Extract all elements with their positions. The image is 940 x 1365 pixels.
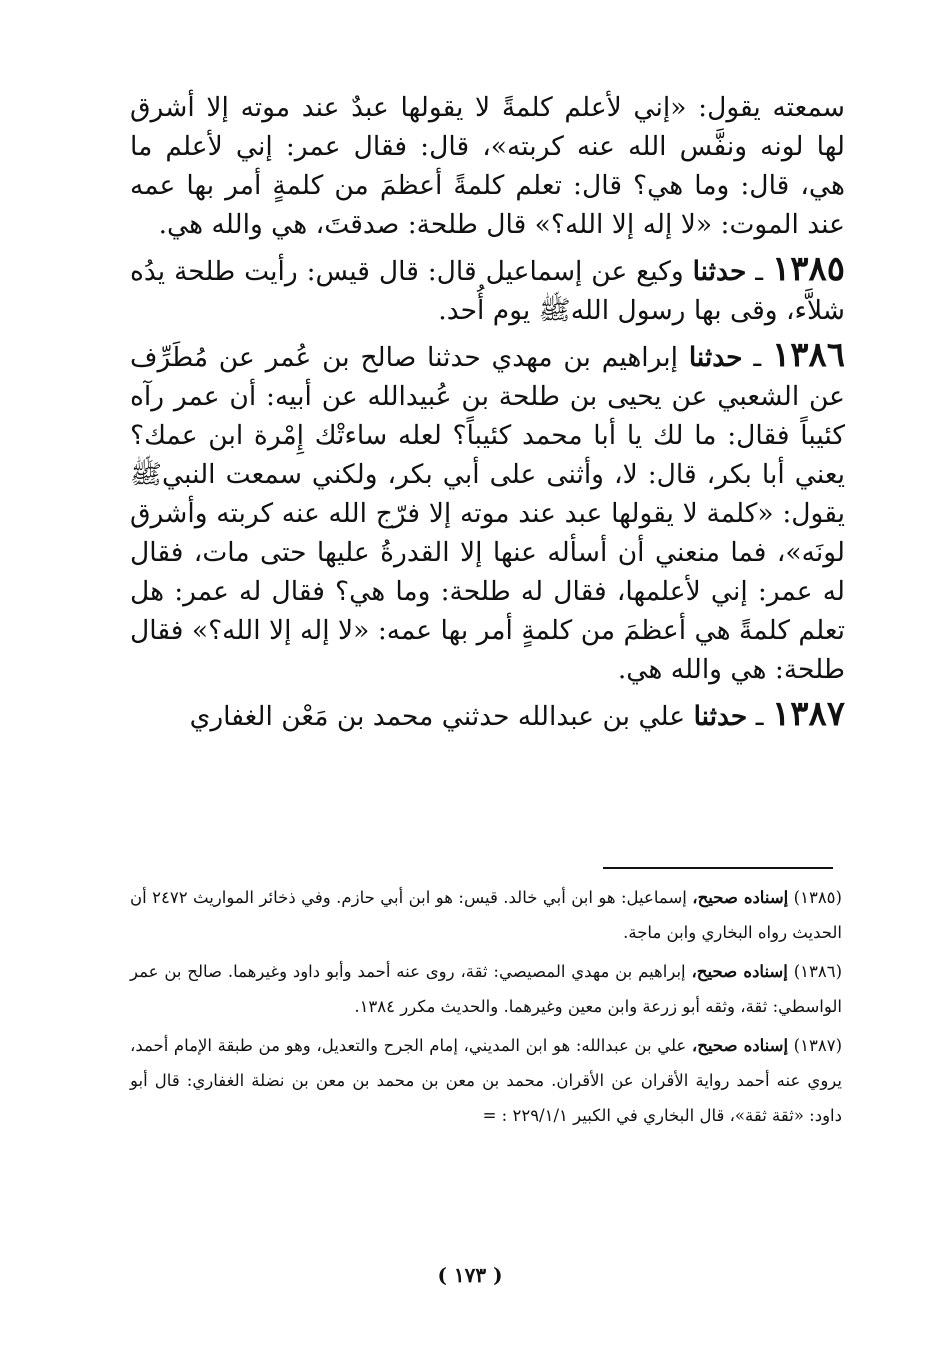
footnote-text: إسماعيل: هو ابن أبي خالد. قيس: هو ابن أبي حازم. وفي ذخائر المواريث ٢٤٧٢ أن الحديث رواه البخاري وابن ماجة. xyxy=(130,888,842,942)
footnote-1385 xyxy=(130,880,842,950)
hadith-lead-word: حدثنا xyxy=(692,256,747,287)
footnote-label: إسناده صحيح، xyxy=(691,1036,789,1055)
footnote-1387 xyxy=(130,1028,842,1133)
hadith-text: علي بن عبدالله حدثني محمد بن مَعْن الغفاري xyxy=(189,701,686,732)
footnote-label: إسناده صحيح، xyxy=(691,962,788,981)
footnote-number: (١٣٨٧) xyxy=(793,1036,842,1055)
hadith-number: ١٣٨٥ xyxy=(771,249,845,289)
hadith-1387: ١٣٨٧ ـ حدثنا علي بن عبدالله حدثني محمد بن مَعْن الغفاري xyxy=(189,694,845,734)
hadith-text: إبراهيم بن مهدي حدثنا صالح بن عُمر عن مُطَرِّف عن الشعبي عن يحيى بن طلحة بن عُبيدالله عن أبيه: أن عمر رآه كئيباً فقال: ما لك يا أبا محمد كئيباً؟ لعله ساءتْك إِمْرة ابن عمك؟ يعني أبا بكر، قال: لا، وأثنى على أبي بكر، ولكني سمعت النبيﷺ يقول: «كلمة لا يقولها عبد عند موته إلا فرّج الله عنه كربته وأشرق لونَه»، فما منعني أن أسأله عنها إلا القدرةُ عليها حتى مات، فقال له عمر: إني لأعلمها، فقال له طلحة: وما هي؟ فقال له عمر: هل تعلم كلمةً هي أعظمَ من كلمةٍ أمر بها عمه: «لا إله إلا الله؟» فقال طلحة: هي والله هي. xyxy=(130,342,845,685)
footnote-1386 xyxy=(130,954,842,1024)
footnote-label: إسناده صحيح، xyxy=(692,888,789,907)
footnote-number: (١٣٨٥) xyxy=(793,888,842,907)
footnote-number: (١٣٨٦) xyxy=(793,962,843,981)
footnote-divider xyxy=(603,867,833,869)
page-number: ( ١٧٣ ) xyxy=(437,1263,503,1287)
main-text xyxy=(130,88,845,736)
hadith-1385: ١٣٨٥ ـ حدثنا وكيع عن إسماعيل قال: قال قيس: رأيت طلحة يدُه شلاَّء، وقى بها رسول اللهﷺ يوم أُحد. xyxy=(130,249,845,326)
footnote-text: إبراهيم بن مهدي المصيصي: ثقة، روى عنه أحمد وأبو داود وغيرهما. صالح بن عمر الواسطي: ثقة، وثقه أبو زرعة وابن معين وغيرهما. والحديث مكرر ١٣٨٤. xyxy=(130,962,842,1016)
hadith-1386: ١٣٨٦ ـ حدثنا إبراهيم بن مهدي حدثنا صالح بن عُمر عن مُطَرِّف عن الشعبي عن يحيى بن طلحة بن عُبيدالله عن أبيه: أن عمر رآه كئيباً فقال: ما لك يا أبا محمد كئيباً؟ لعله ساءتْك إِمْرة ابن عمك؟ يعني أبا بكر، قال: لا، وأثنى على أبي بكر، ولكني سمعت النبيﷺ يقول: «كلمة لا يقولها عبد عند موته إلا فرّج الله عنه كربته وأشرق لونَه»، فما منعني أن أسأله عنها إلا القدرةُ عليها حتى مات، فقال له عمر: إني لأعلمها، فقال له طلحة: وما هي؟ فقال له عمر: هل تعلم كلمةً هي أعظمَ من كلمةٍ أمر بها عمه: «لا إله إلا الله؟» فقال طلحة: هي والله هي. xyxy=(130,335,845,685)
hadith-text: وكيع عن إسماعيل قال: قال قيس: رأيت طلحة يدُه شلاَّء، وقى بها رسول اللهﷺ يوم أُحد. xyxy=(130,256,845,326)
hadith-number: ١٣٨٧ xyxy=(771,694,845,734)
hadith-lead-word: حدثنا xyxy=(693,701,748,732)
footnote-text: علي بن عبدالله: هو ابن المديني، إمام الجرح والتعديل، وهو من طبقة الإمام أحمد، يروي عنه أحمد رواية الأقران عن الأقران. محمد بن معن بن محمد بن معن بن نضلة الغفاري: قال أبو داود: «ثقة ثقة»، قال البخاري في الكبير ٢٢٩/١/١ : = xyxy=(130,1036,842,1125)
hadith-lead-word: حدثنا xyxy=(688,342,743,373)
footnotes xyxy=(130,880,842,1137)
hadith-number: ١٣٨٦ xyxy=(771,335,845,375)
continuation-paragraph: سمعته يقول: «إني لأعلم كلمةً لا يقولها عبدٌ عند موته إلا أشرق لها لونه ونفَّس الله عنه كربته»، قال: فقال عمر: إني لأعلم ما هي، قال: وما هي؟ قال: تعلم كلمةً أعظمَ من كلمةٍ أمر بها عمه عند الموت: «لا إله إلا الله؟» قال طلحة: صدقتَ، هي والله هي. xyxy=(130,92,845,240)
